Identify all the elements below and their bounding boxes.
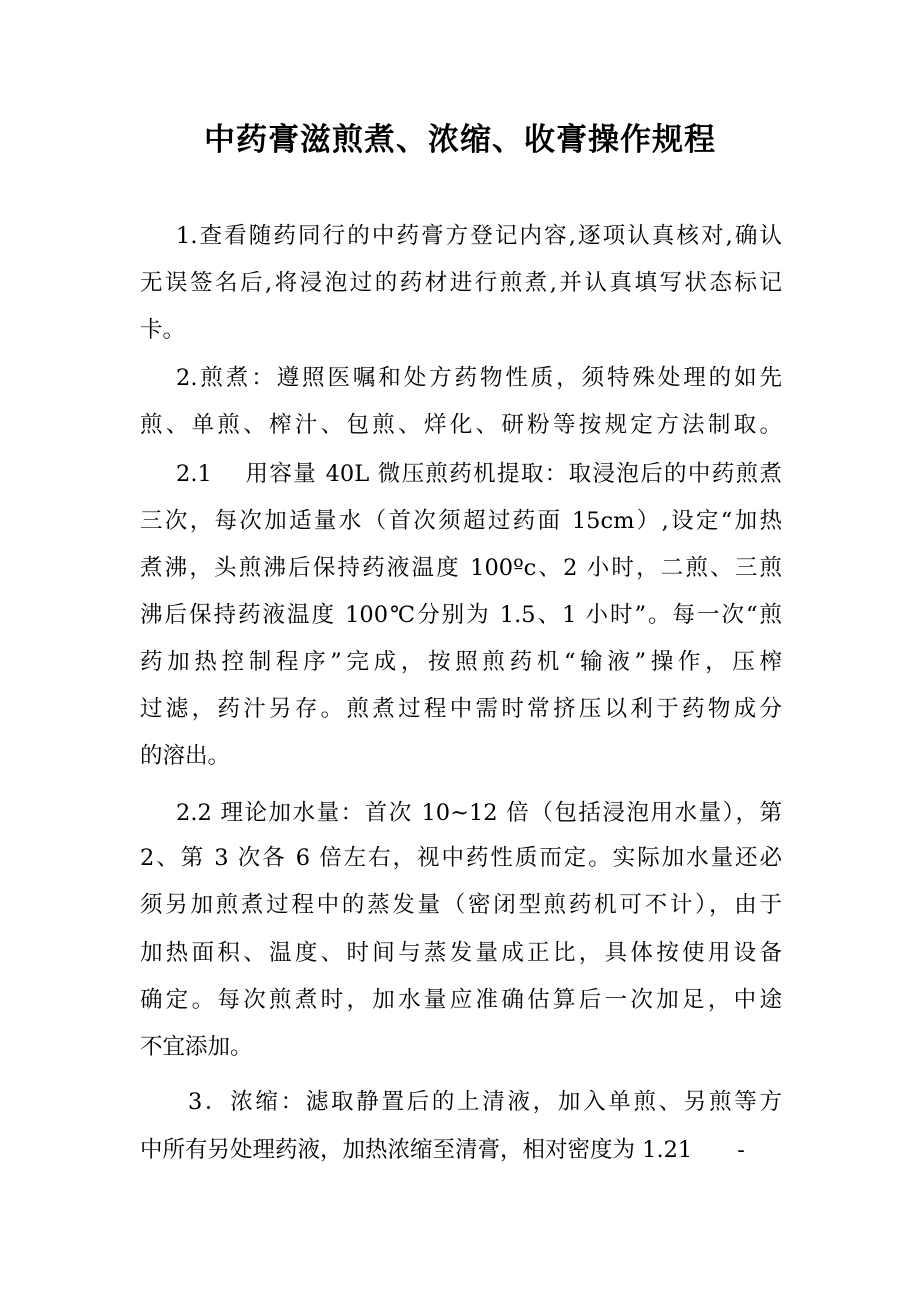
document-title: 中药膏滋煎煮、浓缩、收膏操作规程	[204, 122, 716, 158]
paragraph-4-line: 确定。每次煎煮时，加水量应准确估算后一次加足，中途	[140, 987, 782, 1013]
paragraph-2-line: 2.煎煮：遵照医嘱和处方药物性质，须特殊处理的如先	[176, 365, 782, 391]
paragraph-1-line: 1.查看随药同行的中药膏方登记内容,逐项认真核对,确认	[176, 223, 782, 249]
paragraph-4-line: 须另加煎煮过程中的蒸发量（密闭型煎药机可不计），由于	[140, 892, 782, 918]
paragraph-3-line: 三次，每次加适量水（首次须超过药面 15cm）,设定“加热	[140, 508, 782, 534]
paragraph-3-line: 药加热控制程序”完成，按照煎药机“输液”操作，压榨	[140, 649, 782, 675]
paragraph-4-line: 2、第 3 次各 6 倍左右，视中药性质而定。实际加水量还必	[140, 845, 782, 871]
paragraph-3-line: 的溶出。	[140, 743, 231, 769]
paragraph-3-line: 煮沸，头煎沸后保持药液温度 100ºc、2 小时，二煎、三煎	[140, 555, 782, 581]
paragraph-3-line: 过滤，药汁另存。煎煮过程中需时常挤压以利于药物成分	[140, 696, 782, 722]
paragraph-4-line: 2.2 理论加水量：首次 10~12 倍（包括浸泡用水量），第	[176, 800, 782, 826]
paragraph-1-line: 无误签名后,将浸泡过的药材进行煎煮,并认真填写状态标记	[140, 270, 782, 296]
paragraph-5-line: 3．浓缩：滤取静置后的上清液，加入单煎、另煎等方	[188, 1089, 782, 1115]
paragraph-5-line: 中所有另处理药液，加热浓缩至清膏，相对密度为 1.21 -	[140, 1137, 745, 1163]
paragraph-3-line: 2.1 用容量 40L 微压煎药机提取：取浸泡后的中药煎煮	[176, 461, 782, 487]
paragraph-2-line: 煎、单煎、榨汁、包煎、烊化、研粉等按规定方法制取。	[140, 412, 782, 438]
paragraph-1-line: 卡。	[140, 317, 186, 343]
paragraph-4-line: 不宜添加。	[140, 1034, 253, 1060]
paragraph-4-line: 加热面积、温度、时间与蒸发量成正比，具体按使用设备	[140, 940, 782, 966]
paragraph-3-line: 沸后保持药液温度 100℃分别为 1.5、1 小时”。每一次“煎	[140, 602, 782, 628]
